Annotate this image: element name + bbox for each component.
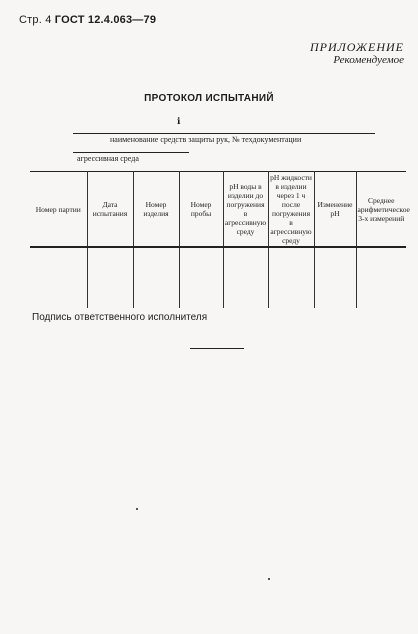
protocol-title: ПРОТОКОЛ ИСПЫТАНИЙ (144, 93, 274, 104)
table-row (30, 247, 406, 308)
table-cell (223, 247, 268, 308)
medium-caption: агрессивная среда (77, 154, 139, 163)
speck (268, 578, 270, 580)
signature-label: Подпись ответственного исполнителя (32, 312, 208, 323)
appendix-title: ПРИЛОЖЕНИЕ (310, 40, 404, 54)
table-cell (30, 247, 87, 308)
col-ph-before: pH воды в изделии до погружения в агрессивную среду (223, 172, 268, 248)
col-test-date: Дата испытания (87, 172, 133, 248)
medium-line (73, 152, 189, 153)
table-cell (314, 247, 356, 308)
table-cell (87, 247, 133, 308)
page-number: Стр. 4 (19, 14, 52, 26)
table-cell (133, 247, 179, 308)
table-header-row (30, 172, 406, 248)
table-cell (179, 247, 223, 308)
col-sample-number: Номер пробы (179, 172, 223, 248)
col-ph-after: pH жидкости в изделии через 1 ч после погружения в агрессивную среду (268, 172, 314, 248)
col-batch-number: Номер партии (30, 172, 87, 248)
table-cell (268, 247, 314, 308)
table-cell (356, 247, 406, 308)
signature-line (190, 348, 244, 349)
col-item-number: Номер изделия (133, 172, 179, 248)
product-caption: наименование средств защиты рук, № техдокументации (110, 135, 302, 144)
small-mark: ℹ (177, 116, 181, 126)
col-ph-change: Изменение pH (314, 172, 356, 248)
product-line (73, 133, 375, 134)
protocol-table (30, 171, 410, 308)
gost-number: ГОСТ 12.4.063—79 (54, 14, 157, 26)
col-average: Среднее арифметическое 3-х измерений (356, 172, 406, 248)
appendix-status: Рекомендуемое (333, 54, 404, 66)
page-header (19, 14, 156, 26)
speck (136, 508, 138, 510)
